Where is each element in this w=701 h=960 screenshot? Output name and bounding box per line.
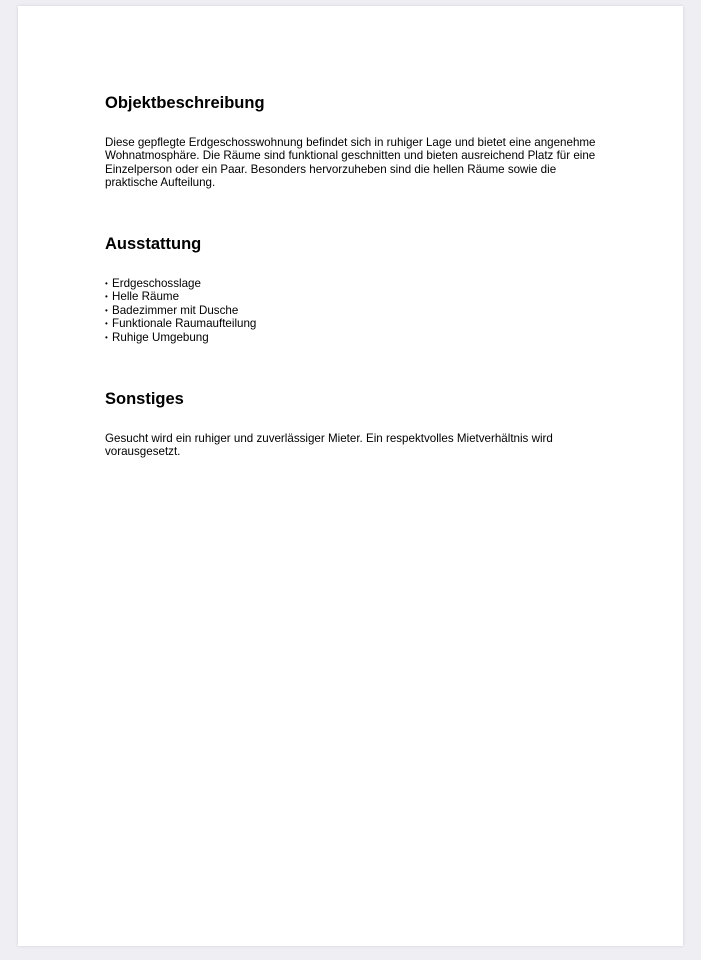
- bullet-icon: •: [105, 332, 108, 342]
- list-item: [105, 290, 256, 303]
- list-item-text: Erdgeschosslage: [112, 277, 201, 290]
- list-item-text: Funktionale Raumaufteilung: [112, 317, 257, 331]
- document-page: [18, 6, 683, 946]
- heading-sonstiges: Sonstiges: [105, 390, 184, 408]
- list-item-text: Ruhige Umgebung: [112, 330, 209, 344]
- list-item: [105, 331, 256, 344]
- list-item: [105, 304, 256, 317]
- bullet-icon: •: [105, 305, 108, 315]
- paragraph-sonstiges: Gesucht wird ein ruhiger und zuverlässiger Mieter. Ein respektvolles Mietverhältnis wird vorausgesetzt.: [105, 432, 553, 459]
- ausstattung-list: [105, 277, 256, 344]
- bullet-icon: •: [105, 279, 108, 288]
- bullet-icon: •: [105, 319, 108, 329]
- list-item-text: Helle Räume: [112, 290, 180, 304]
- list-item-text: Badezimmer mit Dusche: [112, 303, 239, 317]
- bullet-icon: •: [105, 292, 108, 302]
- heading-objektbeschreibung: Objektbeschreibung: [105, 94, 265, 112]
- list-item: [105, 277, 256, 290]
- paragraph-objektbeschreibung: Diese gepflegte Erdgeschosswohnung befindet sich in ruhiger Lage und bietet eine angenehme Wohnatmosphäre. Die Räume sind funktional geschnitten und bieten ausreichend Platz für eine Einzelperson oder ein Paar. Besonders hervorzuheben sind die hellen Räume sowie die praktische Aufteilung.: [105, 136, 596, 190]
- heading-ausstattung: Ausstattung: [105, 235, 202, 253]
- list-item: [105, 317, 256, 330]
